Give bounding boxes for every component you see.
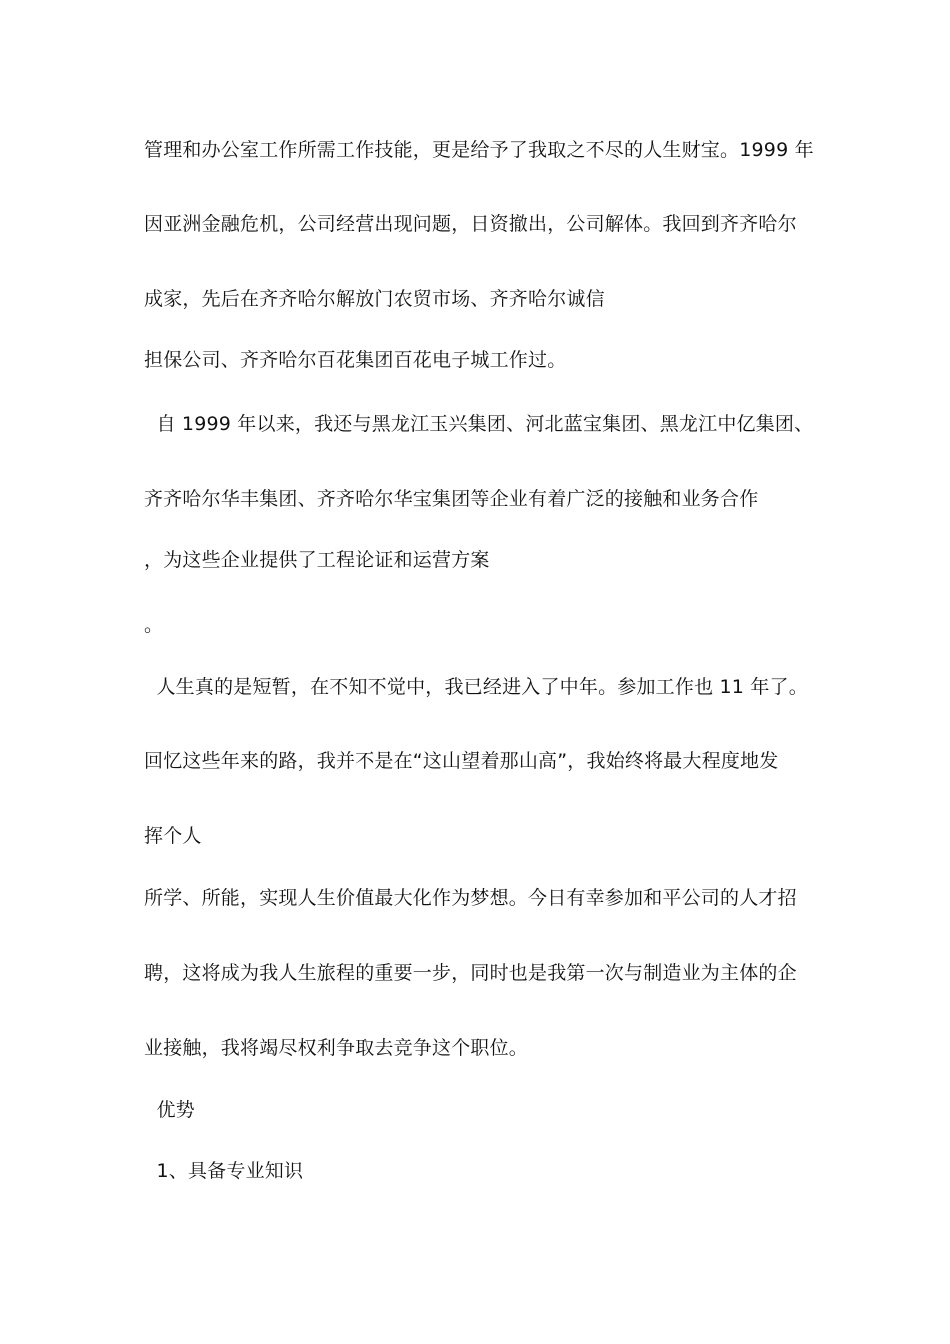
text-line-8: 。 xyxy=(144,614,164,636)
text-line-14: 业接触，我将竭尽权利争取去竞争这个职位。 xyxy=(144,1037,529,1059)
text-line-6: 齐齐哈尔华丰集团、齐齐哈尔华宝集团等企业有着广泛的接触和业务合作 xyxy=(144,488,759,510)
text-line-9: 人生真的是短暂，在不知不觉中，我已经进入了中年。参加工作也 11 年了。 xyxy=(144,676,808,698)
text-line-11: 挥个人 xyxy=(144,825,202,847)
text-line-10: 回忆这些年来的路，我并不是在“这山望着那山高”，我始终将最大程度地发 xyxy=(144,750,779,772)
text-line-12: 所学、所能，实现人生价值最大化作为梦想。今日有幸参加和平公司的人才招 xyxy=(144,887,797,909)
list-item: 1、具备专业知识 xyxy=(144,1160,304,1182)
text-line-13: 聘，这将成为我人生旅程的重要一步，同时也是我第一次与制造业为主体的企 xyxy=(144,962,797,984)
text-line-3: 成家，先后在齐齐哈尔解放门农贸市场、齐齐哈尔诚信 xyxy=(144,288,605,310)
text-line-5: 自 1999 年以来，我还与黑龙江玉兴集团、河北蓝宝集团、黑龙江中亿集团、 xyxy=(144,413,814,435)
text-line-4: 担保公司、齐齐哈尔百花集团百花电子城工作过。 xyxy=(144,349,567,371)
text-line-7: ，为这些企业提供了工程论证和运营方案 xyxy=(144,549,490,571)
section-heading: 优势 xyxy=(144,1099,195,1121)
text-line-2: 因亚洲金融危机，公司经营出现问题，日资撤出，公司解体。我回到齐齐哈尔 xyxy=(144,213,797,235)
text-line-1: 管理和办公室工作所需工作技能，更是给予了我取之不尽的人生财宝。1999 年 xyxy=(144,139,814,161)
